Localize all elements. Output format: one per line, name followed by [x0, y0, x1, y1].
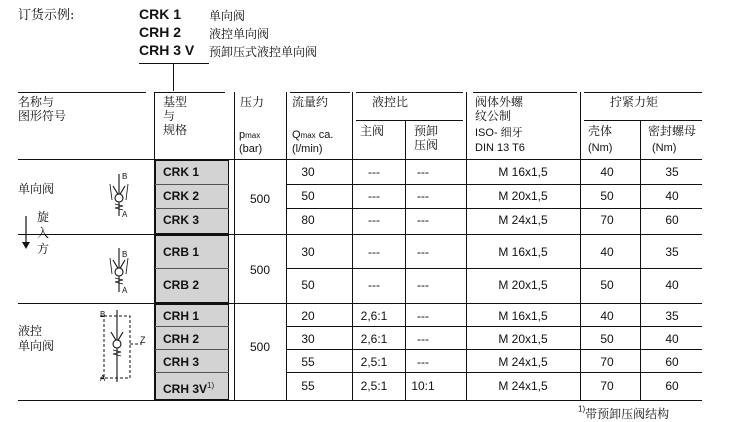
header-flow: 流量约 [292, 95, 329, 109]
header-rule [18, 92, 146, 93]
model-code: CRK 2 [163, 189, 200, 203]
header-seal-unit: (Nm) [652, 142, 677, 154]
header-name-line1: 名称与 [18, 95, 55, 109]
model-rule [155, 268, 229, 269]
port-label-b: B [122, 250, 128, 259]
header-model-line3: 规格 [163, 123, 188, 137]
column-line [640, 120, 641, 400]
screw-in-char: 入 [37, 226, 50, 240]
model-code: CRH 1 [163, 309, 200, 323]
thread-cell: M 24x1,5 [498, 355, 548, 369]
pre-ratio-cell: --- [417, 332, 429, 346]
body-torque-cell: 40 [600, 245, 614, 259]
order-code: CRK 1 [139, 6, 182, 22]
body-torque-cell: 50 [600, 278, 614, 292]
screw-in-char: 旋 [37, 210, 50, 224]
nut-torque-cell: 40 [665, 189, 679, 203]
pre-ratio-cell: --- [417, 355, 429, 369]
check-valve-symbol-icon [104, 170, 134, 222]
header-rule [290, 92, 350, 93]
body-torque-cell: 40 [600, 309, 614, 323]
main-ratio-cell: 2,5:1 [360, 355, 388, 369]
column-line [234, 92, 235, 400]
flow-cell: 30 [301, 165, 315, 179]
header-pressure-symbol: pmax [239, 129, 261, 141]
header-main-valve: 主阀 [360, 124, 385, 138]
model-code: CRB 1 [163, 245, 200, 259]
header-model-line2: 与 [163, 109, 176, 123]
main-ratio-cell: --- [368, 278, 380, 292]
header-body-unit: (Nm) [588, 142, 613, 154]
group-pilot-line1: 液控 [18, 324, 43, 338]
order-code: CRH 3 V [139, 42, 195, 58]
main-ratio-cell: --- [368, 245, 380, 259]
flow-cell: 50 [301, 278, 315, 292]
model-code: CRK 3 [163, 213, 200, 227]
main-ratio-cell: --- [368, 213, 380, 227]
model-rule [155, 326, 229, 327]
body-torque-cell: 50 [600, 189, 614, 203]
pilot-check-valve-symbol-icon [98, 308, 154, 384]
thread-cell: M 16x1,5 [498, 309, 548, 323]
pre-ratio-cell: --- [417, 245, 429, 259]
pre-ratio-cell: --- [417, 213, 429, 227]
row-rule [286, 349, 702, 350]
flow-cell: 30 [301, 332, 315, 346]
nut-torque-cell: 40 [665, 278, 679, 292]
header-pre-valve-line1: 预卸 [414, 124, 439, 138]
header-pressure-unit: (bar) [239, 143, 263, 155]
thread-cell: M 24x1,5 [498, 379, 548, 393]
header-thread-iso: ISO- 细牙 [475, 127, 523, 139]
port-label-b: B [100, 310, 106, 319]
model-rule [155, 349, 229, 350]
pressure-cell: 500 [249, 340, 271, 354]
order-code: CRH 2 [139, 24, 182, 40]
header-model-line1: 基型 [163, 95, 188, 109]
thread-cell: M 20x1,5 [498, 189, 548, 203]
pre-ratio-cell: --- [417, 309, 429, 323]
order-desc: 预卸压式液控单向阀 [209, 45, 318, 59]
table-top-rule [18, 159, 702, 160]
flow-cell: 30 [301, 245, 315, 259]
footnote-ref: 1) [207, 381, 215, 390]
column-line [154, 92, 155, 400]
order-bracket [139, 63, 209, 64]
order-connector [173, 63, 174, 91]
model-code: CRH 3 [163, 355, 200, 369]
row-rule [286, 208, 702, 209]
header-pilot-ratio: 液控比 [372, 95, 409, 109]
nut-torque-cell: 35 [665, 309, 679, 323]
thread-cell: M 20x1,5 [498, 332, 548, 346]
pressure-cell: 500 [249, 263, 271, 277]
column-line [466, 92, 467, 400]
flow-cell: 20 [301, 309, 315, 323]
port-label-a: A [122, 210, 128, 219]
pre-ratio-cell: 10:1 [411, 379, 435, 393]
row-rule [286, 326, 702, 327]
main-ratio-cell: --- [368, 189, 380, 203]
model-rule [155, 372, 229, 373]
footnote: $^{1)}$带预卸压阀结构 [578, 404, 670, 421]
pre-ratio-cell: --- [417, 278, 429, 292]
header-name-line2: 图形符号 [18, 109, 67, 123]
column-line [352, 92, 353, 400]
header-body: 壳体 [588, 124, 613, 138]
port-label-b: B [122, 172, 128, 181]
row-rule [286, 268, 702, 269]
body-torque-cell: 40 [600, 165, 614, 179]
nut-torque-cell: 60 [665, 213, 679, 227]
model-code: CRB 2 [163, 278, 200, 292]
thread-cell: M 24x1,5 [498, 213, 548, 227]
body-torque-cell: 70 [600, 213, 614, 227]
nut-torque-cell: 35 [665, 165, 679, 179]
screw-in-char: 方 [37, 242, 50, 256]
header-pre-valve-line2: 压阀 [414, 138, 439, 152]
thread-cell: M 16x1,5 [498, 245, 548, 259]
header-thread-din: DIN 13 T6 [475, 142, 525, 154]
screw-in-arrow-icon [20, 214, 32, 250]
body-torque-cell: 70 [600, 355, 614, 369]
group-pilot-line2: 单向阀 [18, 339, 55, 353]
nut-torque-cell: 40 [665, 332, 679, 346]
row-rule [286, 372, 702, 373]
port-label-a: A [100, 374, 106, 383]
main-ratio-cell: --- [368, 165, 380, 179]
order-desc: 单向阀 [209, 9, 246, 23]
thread-cell: M 20x1,5 [498, 278, 548, 292]
group-check-valve: 单向阀 [18, 182, 55, 196]
row-rule [286, 184, 702, 185]
model-code: CRK 1 [163, 165, 200, 179]
column-line [405, 120, 406, 400]
model-code: CRH 2 [163, 332, 200, 346]
header-rule [584, 92, 702, 93]
header-thread-line2: 纹公制 [475, 109, 512, 123]
order-example-label: 订货示例: [18, 8, 75, 23]
pre-ratio-cell: --- [417, 165, 429, 179]
header-rule [356, 92, 463, 93]
pre-ratio-cell: --- [417, 189, 429, 203]
order-desc: 液控单向阀 [209, 27, 270, 41]
column-line [286, 92, 287, 400]
header-flow-symbol: Qmax ca. [292, 129, 334, 141]
model-rule [155, 208, 229, 209]
flow-cell: 55 [301, 355, 315, 369]
body-torque-cell: 70 [600, 379, 614, 393]
port-label-z: Z [140, 335, 146, 345]
header-thread-line1: 阀体外螺 [475, 95, 524, 109]
flow-cell: 50 [301, 189, 315, 203]
header-rule [473, 92, 577, 93]
nut-torque-cell: 60 [665, 355, 679, 369]
nut-torque-cell: 60 [665, 379, 679, 393]
thread-cell: M 16x1,5 [498, 165, 548, 179]
main-ratio-cell: 2,6:1 [360, 309, 388, 323]
group-rule [18, 303, 702, 304]
column-line [580, 92, 581, 400]
header-subrule [584, 120, 702, 121]
pressure-cell: 500 [249, 192, 271, 206]
header-torque: 拧紧力矩 [610, 95, 659, 109]
header-seal-nut: 密封螺母 [648, 124, 697, 138]
main-ratio-cell: 2,6:1 [360, 332, 388, 346]
group-rule [18, 234, 702, 235]
header-rule [155, 92, 225, 93]
header-pressure: 压力 [240, 95, 265, 109]
flow-cell: 55 [301, 379, 315, 393]
nut-torque-cell: 35 [665, 245, 679, 259]
main-ratio-cell: 2,5:1 [360, 379, 388, 393]
port-label-a: A [122, 286, 128, 295]
check-valve-symbol-icon [104, 246, 134, 296]
table-bottom-rule [18, 400, 702, 401]
model-code: CRH $3V^{1)}$ [163, 381, 215, 396]
header-flow-unit: (l/min) [292, 143, 323, 155]
body-torque-cell: 50 [600, 332, 614, 346]
flow-cell: 80 [301, 213, 315, 227]
header-subrule [356, 120, 463, 121]
model-rule [155, 184, 229, 185]
